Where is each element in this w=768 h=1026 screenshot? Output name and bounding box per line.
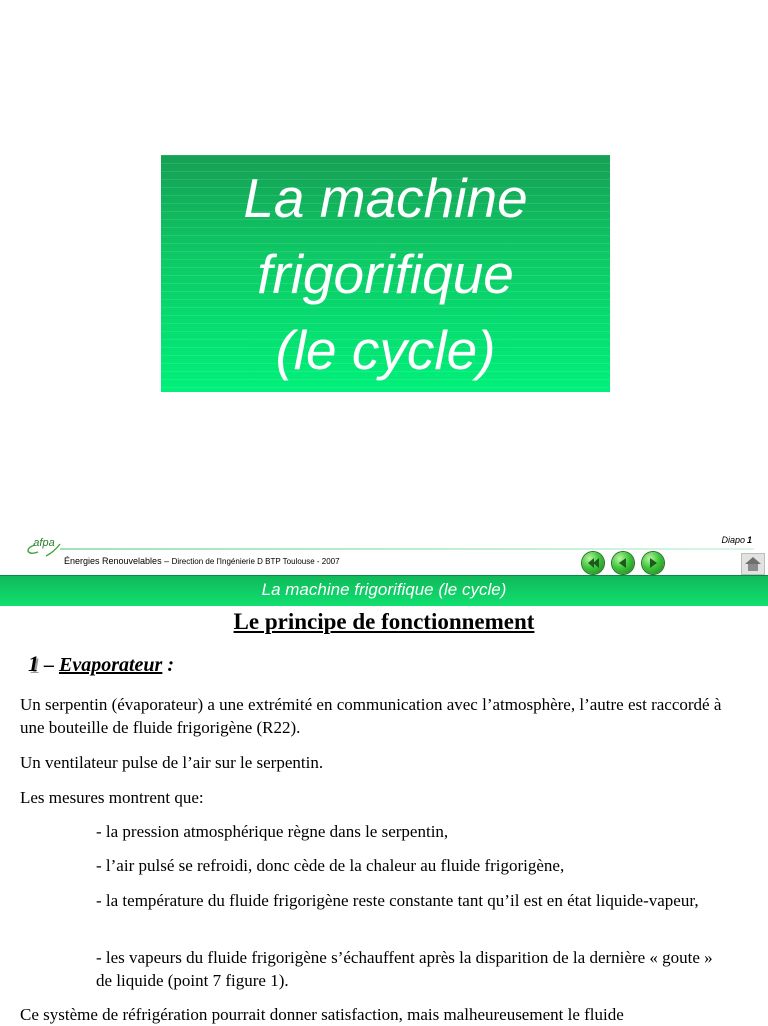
paragraph-3: Les mesures montrent que: (20, 788, 204, 807)
subsection-title (28, 651, 174, 677)
previous-slide-icon (615, 555, 631, 571)
afpa-logo (24, 530, 64, 560)
header-title: La machine frigorifique (le cycle) (261, 580, 507, 599)
home-button[interactable] (741, 553, 765, 575)
first-slide-button[interactable] (582, 552, 604, 574)
credit-main: Énergies Renouvelables – (64, 556, 172, 566)
bullet-4: - les vapeurs du fluide frigorigène s’échauffent après la disparition de la dernière « goute » de liquide (point 7 figure 1). (96, 948, 713, 990)
slide-counter (721, 535, 752, 545)
subsection-number: 1 (28, 651, 39, 676)
next-slide-icon (645, 555, 661, 571)
title-line-1: La machine (243, 166, 528, 229)
home-icon (742, 554, 764, 574)
paragraph-2: Un ventilateur pulse de l’air sur le serpentin. (20, 753, 324, 772)
first-slide-icon (585, 555, 601, 571)
footer-credit (64, 556, 340, 566)
previous-slide-button[interactable] (612, 552, 634, 574)
logo-text: afpa (33, 537, 55, 549)
bullet-3: - la température du fluide frigorigène reste constante tant qu’il est en état liquide-vapeur, (96, 891, 699, 910)
diapo-label: Diapo (721, 535, 745, 545)
subsection-dash: – (39, 654, 59, 676)
section-heading: Le principe de fonctionnement (233, 609, 535, 634)
subsection-colon: : (162, 654, 175, 676)
footer-divider (60, 548, 754, 550)
subsection-label: Evaporateur (59, 654, 163, 676)
next-slide-button[interactable] (642, 552, 664, 574)
header-bar (0, 575, 768, 606)
paragraph-1: Un serpentin (évaporateur) a une extrémité en communication avec l’atmosphère, l’autre est raccordé à une bouteille de fluide frigorigène (R22). (20, 695, 722, 737)
bullet-2: - l’air pulsé se refroidi, donc cède de la chaleur au fluide frigorigène, (96, 856, 565, 875)
paragraph-closing: Ce système de réfrigération pourrait donner satisfaction, mais malheureusement le fluide (20, 1005, 624, 1024)
title-line-3: (le cycle) (275, 318, 496, 381)
title-box (161, 155, 610, 392)
credit-year: 2007 (321, 557, 340, 566)
title-line-2: frigorifique (257, 242, 514, 305)
bullet-1: - la pression atmosphérique règne dans le serpentin, (96, 822, 449, 841)
credit-small: Direction de l'Ingénierie D BTP Toulouse - (171, 557, 322, 566)
diapo-number: 1 (746, 535, 752, 545)
